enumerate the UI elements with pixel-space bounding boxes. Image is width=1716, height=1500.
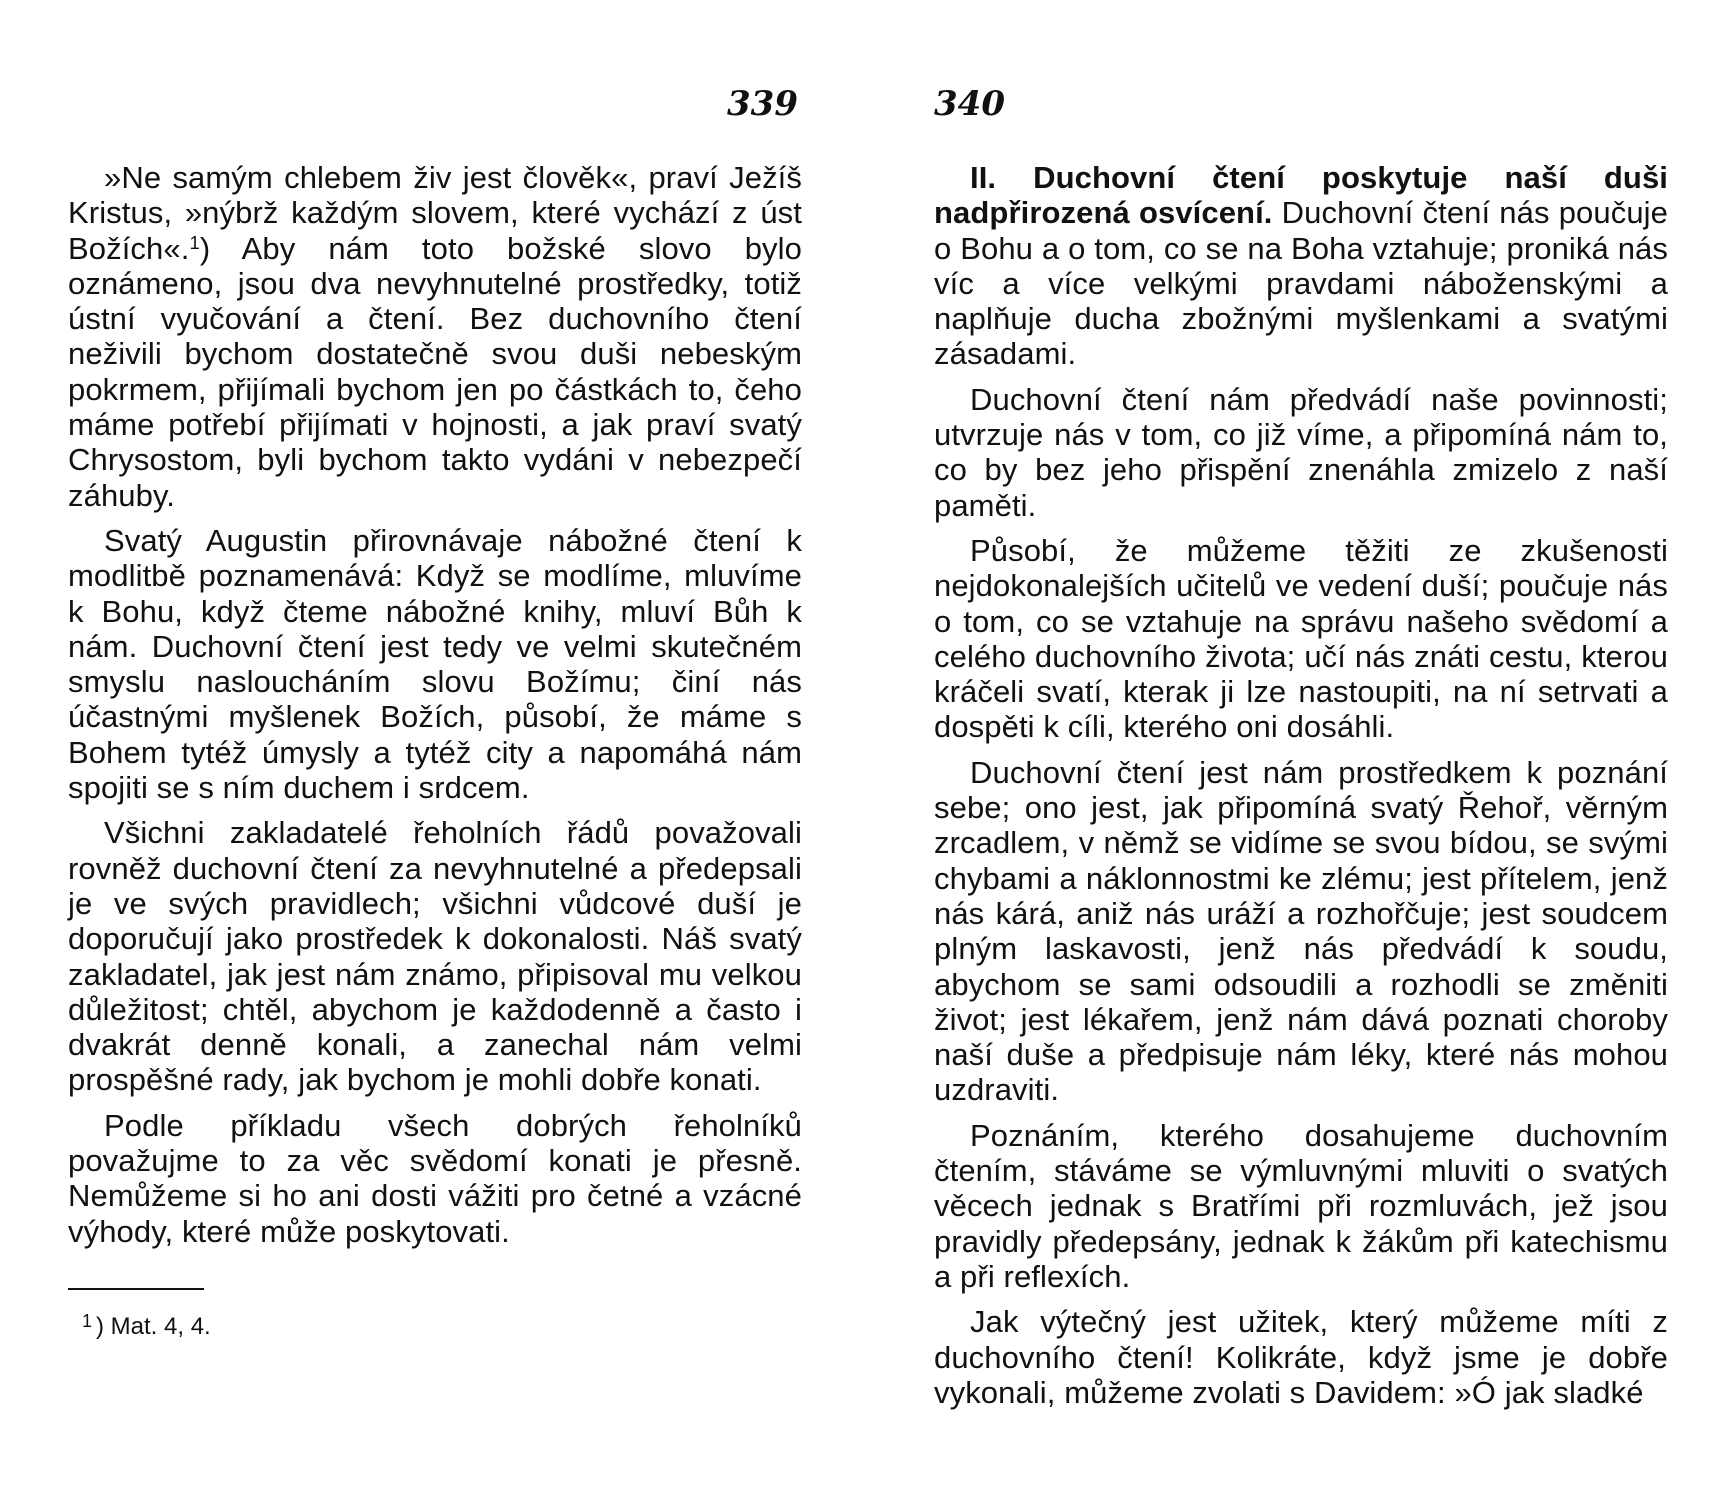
paragraph: Poznáním, kterého dosahujeme duchovním čtením, stáváme se výmluvnými mluviti o svatých věcech jednak s Bratřími při rozmluvách, jež jsou pravidly předepsány, jednak k žákům při katechismu a při reflexích. bbox=[934, 1117, 1668, 1294]
paragraph: Jak výtečný jest užitek, který můžeme míti z duchovního čtení! Kolikráte, když jsme je dobře vykonali, můžeme zvolati s Davidem: »Ó jak sladké bbox=[934, 1304, 1668, 1410]
paragraph-text-continued: ) Aby nám toto božské slovo bylo oznámeno, jsou dva nevyhnutelné prostředky, totiž ústní vyučování a čtení. Bez duchovního čtení neživili bychom dostatečně svou duši nebeským pokrmem, přijímali bychom jen po částkách to, čeho máme potřebí přijímati v hojnosti, a jak praví svatý Chrysostom, byli bychom takto vydáni v nebezpečí záhuby. bbox=[68, 230, 802, 513]
footnote-mark: 1 bbox=[82, 1311, 93, 1331]
paragraph: Duchovní čtení nám předvádí naše povinnosti; utvrzuje nás v tom, co již víme, a připomíná nám to, co by bez jeho přispění znenáhla zmizelo z naší paměti. bbox=[934, 381, 1668, 523]
section-heading: II. Duchovní čtení poskytuje naší duši nadpřirozená osvícení. bbox=[934, 160, 1668, 231]
paragraph: Podle příkladu všech dobrých řeholníků považujme to za věc svědomí konati je přesně. Nemůžeme si ho ani dosti vážiti pro četné a vzácné výhody, které může poskytovati. bbox=[68, 1107, 802, 1249]
paragraph: Duchovní čtení jest nám prostředkem k poznání sebe; ono jest, jak připomíná svatý Řehoř, věrným zrcadlem, v němž se vidíme se svou bídou, se svými chybami a náklonnostmi ke zlému; jest přítelem, jenž nás kárá, aniž nás uráží a rozhořčuje; jest soudcem plným laskavosti, jenž nás předvádí k soudu, abychom se sami odsoudili a rozhodli se změniti život; jest lékařem, jenž nám dává poznati choroby naší duše a předpisuje nám léky, které nás mohou uzdraviti. bbox=[934, 754, 1668, 1108]
page-number: 340 bbox=[934, 84, 1005, 124]
paragraph: Svatý Augustin přirovnávaje nábožné čtení k modlitbě poznamenává: Když se modlíme, mluvíme k Bohu, když čteme nábožné knihy, mluví Bůh k nám. Duchovní čtení jest tedy ve velmi skutečném smyslu nasloucháním slovu Božímu; činí nás účastnými myšlenek Božích, působí, že máme s Bohem tytéž úmysly a tytéž city a napomáhá nám spojiti se s ním duchem i srdcem. bbox=[68, 522, 802, 806]
paragraph: Všichni zakladatelé řeholních řádů považovali rovněž duchovní čtení za nevyhnutelné a předepsali je ve svých pravidlech; všichni vůdcové duší je doporučují jako prostředek k dokonalosti. Náš svatý zakladatel, jak jest nám známo, připisoval mu velkou důležitost; chtěl, abychom je každodenně a často i dvakrát denně konali, a zanechal nám velmi prospěšné rady, jak bychom je mohli dobře konati. bbox=[68, 815, 802, 1098]
page-number: 339 bbox=[727, 84, 798, 124]
paragraph bbox=[68, 160, 802, 513]
paragraph-text: »Ne samým chlebem živ jest člověk«, praví Ježíš Kristus, »nýbrž každým slovem, které vychází z úst Božích«. bbox=[68, 160, 802, 266]
footnote-text: ) Mat. 4, 4. bbox=[96, 1313, 211, 1341]
footnote bbox=[82, 1306, 211, 1342]
body-text bbox=[934, 160, 1668, 1420]
body-text bbox=[68, 160, 802, 1259]
paragraph-text: Duchovní čtení nás poučuje o Bohu a o tom, co se na Boha vztahuje; proniká nás víc a více velkými pravdami náboženskými a naplňuje ducha zbožnými myšlenkami a svatými zásadami. bbox=[934, 195, 1668, 372]
footnote-divider bbox=[68, 1288, 204, 1290]
paragraph bbox=[934, 160, 1668, 372]
paragraph: Působí, že můžeme těžiti ze zkušenosti nejdokonalejších učitelů ve vedení duší; poučuje nás o tom, co se vztahuje na správu našeho svědomí a celého duchovního života; učí nás znáti cestu, kterou kráčeli svatí, kterak ji lze nastoupiti, na ní setrvati a dospěti k cíli, kterého oni dosáhli. bbox=[934, 532, 1668, 745]
footnote-reference: 1 bbox=[189, 231, 200, 253]
